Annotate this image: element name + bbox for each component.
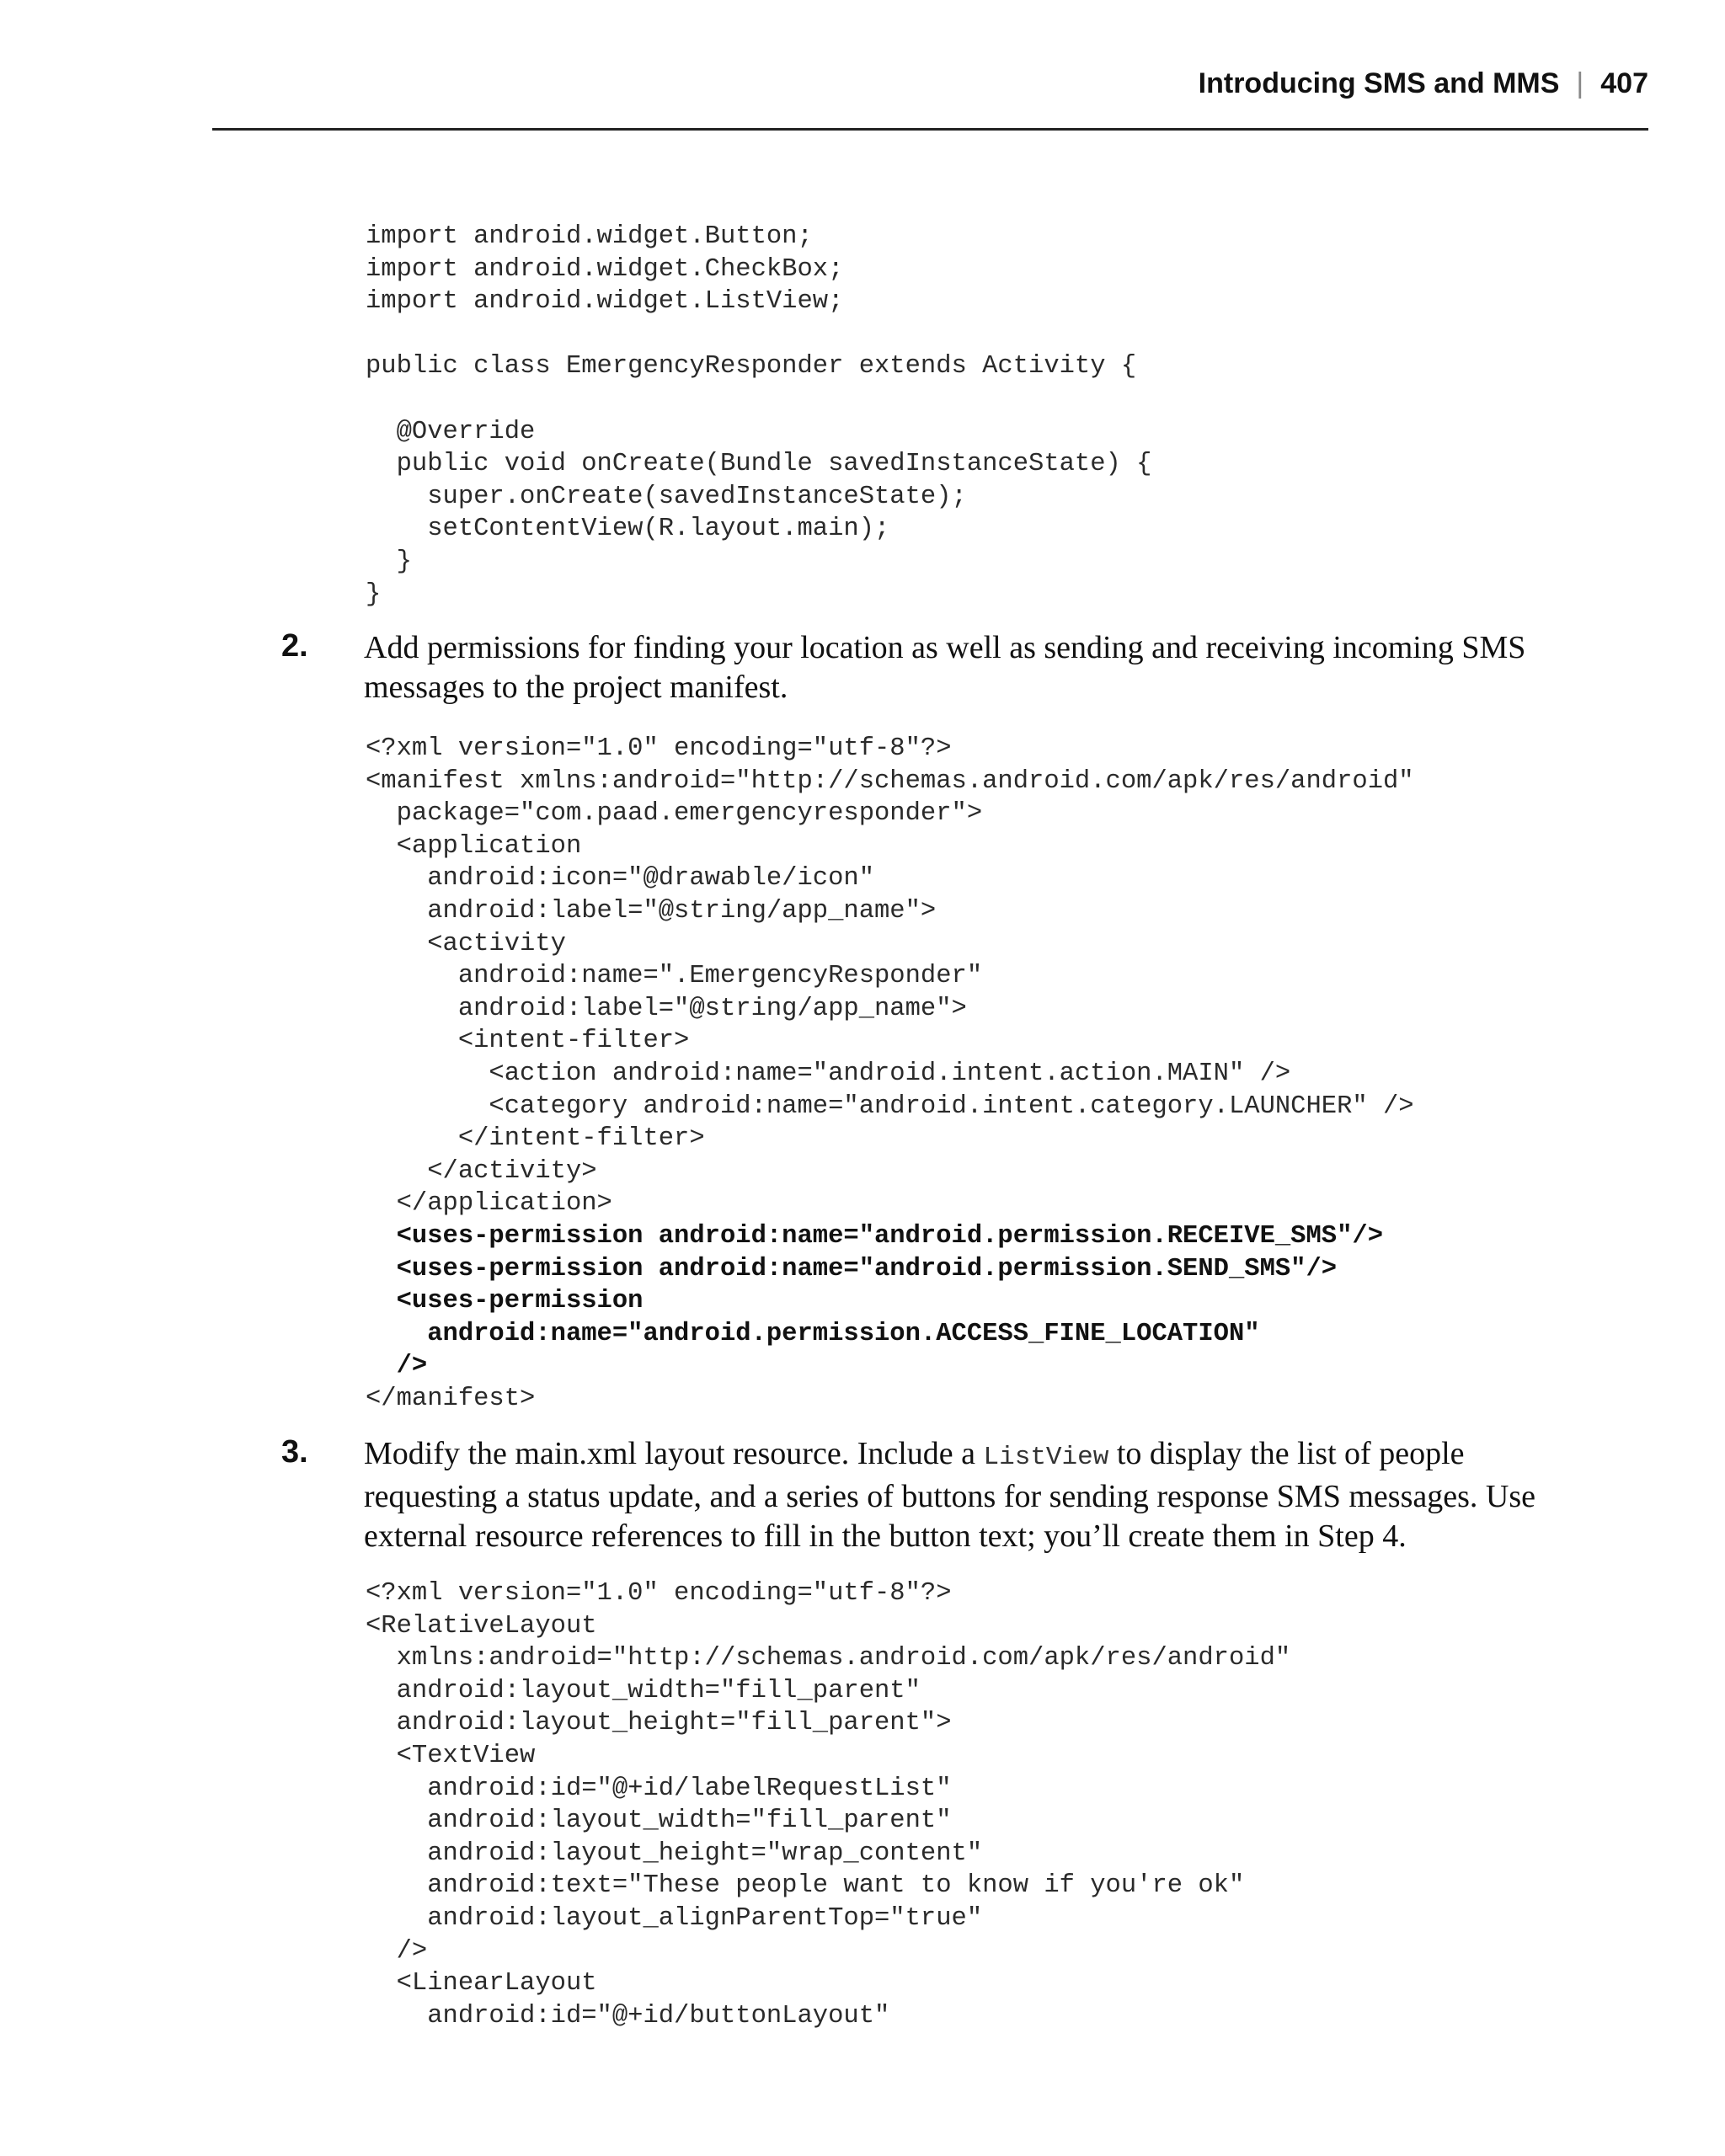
code-line-highlighted: <uses-permission android:name="android.permission.SEND_SMS"/>	[366, 1254, 1338, 1283]
code-line: android:name=".EmergencyResponder"	[366, 962, 983, 991]
code-line: super.onCreate(savedInstanceState);	[366, 482, 967, 511]
step-number: 3.	[281, 1434, 308, 1470]
code-line: android:layout_alignParentTop="true"	[366, 1903, 983, 1933]
code-line: android:layout_height="fill_parent">	[366, 1709, 952, 1738]
code-line: android:id="@+id/labelRequestList"	[366, 1774, 952, 1803]
code-line: android:id="@+id/buttonLayout"	[366, 2001, 890, 2031]
code-line: import android.widget.CheckBox;	[366, 254, 844, 284]
code-line: <manifest xmlns:android="http://schemas.android.com/apk/res/android"	[366, 766, 1414, 796]
code-line: public class EmergencyResponder extends Activity {	[366, 352, 1137, 382]
code-line: />	[366, 1936, 428, 1966]
step-text: Add permissions for finding your location as well as sending and receiving incoming SMS messages to the project manifest.	[364, 630, 1526, 705]
code-line: </manifest>	[366, 1384, 536, 1413]
code-line-highlighted: <uses-permission	[366, 1287, 644, 1316]
code-line: import android.widget.Button;	[366, 222, 813, 251]
code-line-highlighted: />	[366, 1352, 428, 1381]
step-text	[364, 1434, 1577, 1556]
code-line: <?xml version="1.0" encoding="utf-8"?>	[366, 1579, 952, 1608]
inline-code-listview: ListView	[983, 1443, 1109, 1472]
code-line: <category android:name="android.intent.category.LAUNCHER" />	[366, 1091, 1414, 1121]
header-separator: |	[1576, 67, 1584, 99]
code-line: android:text="These people want to know if you're ok"	[366, 1871, 1245, 1901]
code-line: <RelativeLayout	[366, 1611, 597, 1641]
code-line	[366, 318, 1151, 351]
code-line-highlighted: android:name="android.permission.ACCESS_FINE_LOCATION"	[366, 1319, 1260, 1348]
code-block-layout	[366, 1577, 1290, 2032]
code-line: <action android:name="android.intent.action.MAIN" />	[366, 1059, 1291, 1088]
step-text-start: Modify the main.xml layout resource. Include a	[364, 1436, 984, 1471]
code-line: }	[366, 547, 412, 576]
code-line: }	[366, 579, 382, 609]
code-line	[366, 383, 1151, 416]
code-line: <LinearLayout	[366, 1969, 597, 1999]
step-number: 2.	[281, 628, 308, 664]
code-line-highlighted: <uses-permission android:name="android.permission.RECEIVE_SMS"/>	[366, 1221, 1383, 1251]
code-line: android:icon="@drawable/icon"	[366, 864, 874, 894]
page-number: 407	[1600, 67, 1648, 99]
code-line: import android.widget.ListView;	[366, 287, 844, 317]
code-line: android:layout_width="fill_parent"	[366, 1806, 952, 1836]
running-header	[1199, 67, 1648, 100]
code-line: <intent-filter>	[366, 1027, 690, 1056]
code-line: public void onCreate(Bundle savedInstanceState) {	[366, 450, 1152, 479]
page-header	[212, 61, 1648, 131]
code-line: xmlns:android="http://schemas.android.com/apk/res/android"	[366, 1644, 1291, 1673]
code-line: package="com.paad.emergencyresponder">	[366, 799, 983, 829]
code-block-manifest	[366, 733, 1414, 1415]
code-line: <activity	[366, 929, 566, 958]
code-line: <?xml version="1.0" encoding="utf-8"?>	[366, 734, 952, 763]
code-line: android:label="@string/app_name">	[366, 896, 937, 926]
code-block-imports	[366, 221, 1151, 611]
code-line: android:label="@string/app_name">	[366, 994, 967, 1023]
code-line: android:layout_width="fill_parent"	[366, 1676, 921, 1705]
code-line: <application	[366, 831, 582, 861]
code-line: setContentView(R.layout.main);	[366, 515, 890, 544]
code-line: </intent-filter>	[366, 1124, 705, 1154]
code-line: </activity>	[366, 1156, 597, 1186]
code-line: android:layout_height="wrap_content"	[366, 1838, 983, 1868]
section-title: Introducing SMS and MMS	[1198, 67, 1560, 99]
code-line: </application>	[366, 1189, 612, 1219]
code-line: @Override	[366, 417, 536, 446]
code-line: <TextView	[366, 1741, 536, 1770]
step-text-end: to display the list of people requesting a status update, and a series of buttons for sending response SMS messages. Use external resource references to fill in the button text; you’ll create them in Step 4.	[364, 1436, 1535, 1554]
